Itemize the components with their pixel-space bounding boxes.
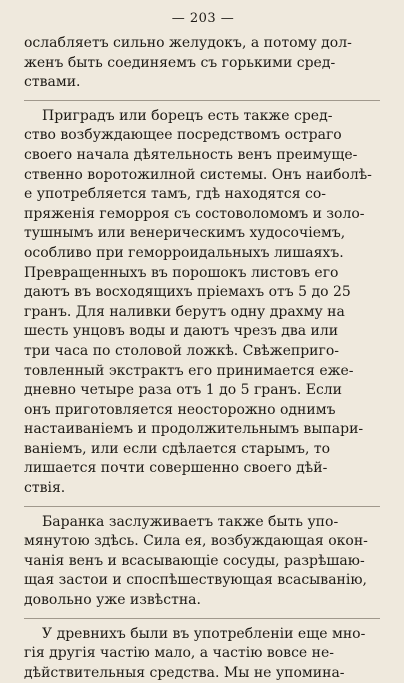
text-line: дѣйствительныя средства. Мы не упомина-	[24, 664, 345, 681]
text-line: ствами.	[24, 74, 81, 91]
text-line: ваніемъ, или если сдѣлается старымъ, то	[24, 440, 331, 457]
text-line: даютъ въ восходящихъ пріемахъ отъ 5 до 25	[24, 284, 351, 301]
text-line: женъ быть соединяемъ съ горькими сред-	[24, 54, 336, 71]
text-line: особливо при геморроидальныхъ лишаяхъ.	[24, 244, 344, 261]
text-line: ственно воротожилной системы. Онъ наиболѣ-	[24, 166, 372, 183]
text-line: Приградъ или борецъ есть также сред-	[42, 107, 333, 124]
text-line: гія другія частію мало, а частію вовсе не-	[24, 645, 334, 662]
text-line: дневно четыре раза отъ 1 до 5 гранъ. Если	[24, 382, 343, 399]
text-line: шесть унцовъ воды и даютъ чрезъ два или	[24, 323, 339, 340]
text-line: три часа по столовой ложкѣ. Свѣжеприго-	[24, 342, 339, 359]
text-line: мянутою здѣсь. Сила ея, возбуждающая окон-	[24, 533, 368, 550]
paragraph-divider	[24, 506, 380, 507]
text-line: пряженія геморроя съ состоволомомъ и золо-	[24, 205, 365, 222]
text-line: Баранка заслуживаетъ также быть упо-	[42, 513, 339, 530]
text-line: щая застои и споспѣшествующая всасыванію,	[24, 572, 367, 589]
text-line: лишается почти совершенно своего дѣй-	[24, 460, 328, 477]
text-line: онъ приготовляется неосторожно однимъ	[24, 401, 336, 418]
text-line: чанія венъ и всасывающіе сосуды, разрѣшаю-	[24, 552, 365, 569]
paragraph-4	[24, 625, 382, 683]
text-line: ствія.	[24, 480, 66, 497]
text-line: гранъ. Для наливки берутъ одну драхму на	[24, 303, 345, 320]
paragraph-divider	[24, 100, 380, 101]
paragraph-3	[24, 513, 382, 611]
page-number: — 203 —	[171, 11, 235, 26]
text-line: Превращенныхъ въ порошокъ листовъ его	[24, 264, 339, 281]
paragraph-divider	[24, 618, 380, 619]
text-line: ство возбуждающее посредствомъ остраго	[24, 127, 342, 144]
paragraph-2	[24, 107, 382, 499]
paragraph-1	[24, 34, 382, 93]
text-line: товленный экстрактъ его принимается еже-	[24, 362, 354, 379]
text-line: е употребляется тамъ, гдѣ находятся со-	[24, 186, 326, 203]
text-line: ослабляетъ сильно желудокъ, а потому дол-	[24, 35, 352, 51]
text-line: настаиваніемъ и продолжительнымъ выпари-	[24, 421, 364, 438]
text-line: тушнымъ или венерическимъ худосочіемъ,	[24, 225, 346, 242]
text-line: довольно уже извѣстна.	[24, 592, 201, 609]
text-line: своего начала дѣятельность венъ преимуще-	[24, 146, 358, 163]
text-line: У древнихъ были въ употребленіи еще мно-	[42, 625, 366, 642]
